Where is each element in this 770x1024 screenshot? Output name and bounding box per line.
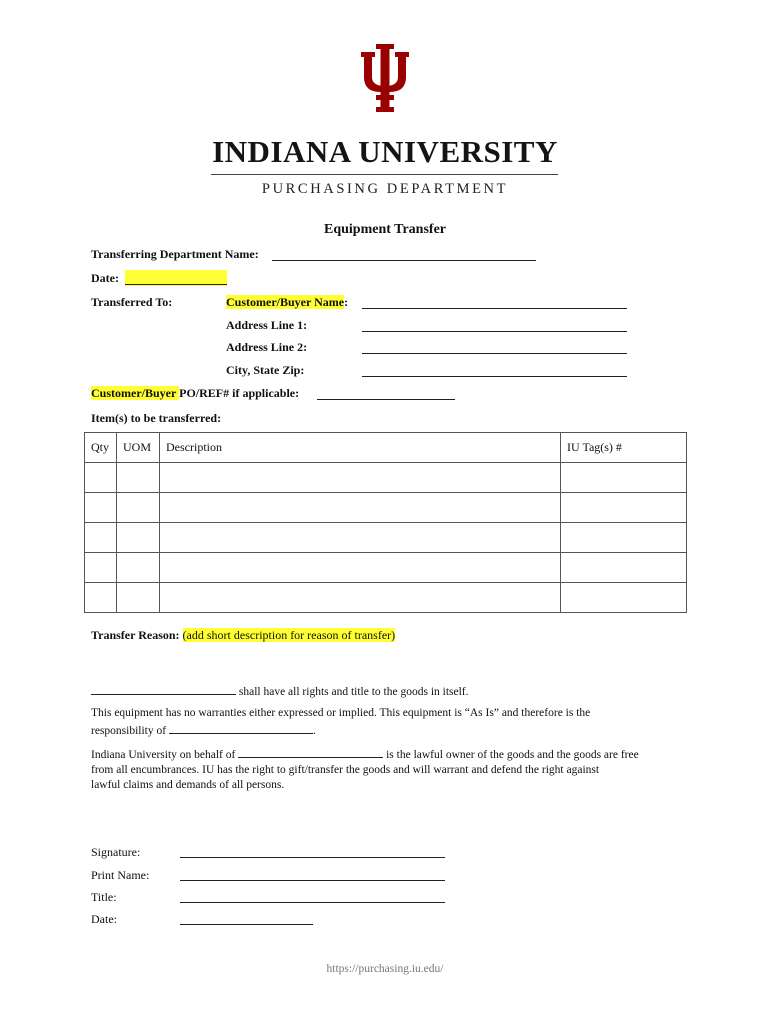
qty-cell[interactable]: [85, 523, 117, 553]
iu-tag-cell[interactable]: [561, 523, 687, 553]
customer-buyer-name-field[interactable]: [362, 296, 627, 309]
table-row: [85, 553, 687, 583]
iu-trident-logo: [359, 44, 411, 112]
print-name-label: Print Name:: [91, 868, 150, 882]
header-divider: [211, 174, 558, 175]
transfer-reason: [91, 628, 395, 643]
iu-tag-cell[interactable]: [561, 463, 687, 493]
description-cell[interactable]: [160, 493, 561, 523]
transfer-reason-field[interactable]: (add short description for reason of transfer): [182, 628, 396, 642]
address-line1-label: Address Line 1:: [226, 318, 308, 332]
address-line2-label: Address Line 2:: [226, 340, 308, 354]
responsibility-field[interactable]: [169, 721, 313, 734]
signature-field[interactable]: [180, 857, 445, 858]
qty-cell[interactable]: [85, 583, 117, 613]
column-header-uom: UOM: [117, 433, 160, 463]
title-label: Title:: [91, 890, 117, 904]
table-row: [85, 583, 687, 613]
iu-tag-cell[interactable]: [561, 493, 687, 523]
iu-tag-cell[interactable]: [561, 583, 687, 613]
items-table: [84, 432, 687, 613]
customer-buyer-name-label: Customer/Buyer Name: [226, 295, 345, 309]
table-row: [85, 463, 687, 493]
footer-url[interactable]: https://purchasing.iu.edu/: [326, 963, 444, 975]
description-cell[interactable]: [160, 523, 561, 553]
signature-date-label: Date:: [91, 912, 117, 926]
uom-cell[interactable]: [117, 493, 160, 523]
university-name: INDIANA UNIVERSITY: [212, 134, 558, 169]
table-row: [85, 493, 687, 523]
transferring-department-label: Transferring Department Name:: [91, 247, 259, 261]
title-field[interactable]: [180, 902, 445, 903]
address-line2-field[interactable]: [362, 341, 627, 354]
address-line1-field[interactable]: [362, 319, 627, 332]
transferring-department-field[interactable]: [272, 248, 536, 261]
signature-label: Signature:: [91, 845, 141, 859]
city-state-zip-label: City, State Zip:: [226, 363, 305, 377]
uom-cell[interactable]: [117, 463, 160, 493]
ownership-statement: Indiana University on behalf of is the lawful owner of the goods and the goods are free from all encumbrances. IU has the right to gift/transfer the goods and will warrant and defend the right against lawful claims and demands of all persons.: [91, 745, 691, 793]
column-header-description: Description: [160, 433, 561, 463]
qty-cell[interactable]: [85, 553, 117, 583]
description-cell[interactable]: [160, 553, 561, 583]
warranty-statement: This equipment has no warranties either expressed or implied. This equipment is “As Is” and therefore is the responsibility of .: [91, 707, 591, 737]
uom-cell[interactable]: [117, 583, 160, 613]
uom-cell[interactable]: [117, 553, 160, 583]
date-label: Date:: [91, 271, 119, 285]
items-label: Item(s) to be transferred:: [91, 411, 222, 425]
department-name: PURCHASING DEPARTMENT: [261, 181, 509, 197]
signature-date-field[interactable]: [180, 924, 313, 925]
column-header-iu-tag: IU Tag(s) #: [561, 433, 687, 463]
form-title: Equipment Transfer: [324, 222, 446, 237]
qty-cell[interactable]: [85, 463, 117, 493]
transferred-to-label: Transferred To:: [91, 295, 173, 309]
print-name-field[interactable]: [180, 880, 445, 881]
rights-recipient-field[interactable]: [91, 682, 236, 695]
qty-cell[interactable]: [85, 493, 117, 523]
po-ref-label: Customer/Buyer PO/REF# if applicable:: [91, 386, 300, 400]
city-state-zip-field[interactable]: [362, 364, 627, 377]
description-cell[interactable]: [160, 583, 561, 613]
description-cell[interactable]: [160, 463, 561, 493]
on-behalf-of-field[interactable]: [238, 745, 383, 758]
items-table-header: [85, 433, 687, 463]
iu-tag-cell[interactable]: [561, 553, 687, 583]
date-field[interactable]: [125, 270, 227, 286]
uom-cell[interactable]: [117, 523, 160, 553]
column-header-qty: Qty: [85, 433, 117, 463]
po-ref-field[interactable]: [317, 387, 455, 400]
table-row: [85, 523, 687, 553]
rights-statement: shall have all rights and title to the goods in itself.: [91, 682, 691, 700]
transfer-reason-label: Transfer Reason:: [91, 628, 180, 642]
